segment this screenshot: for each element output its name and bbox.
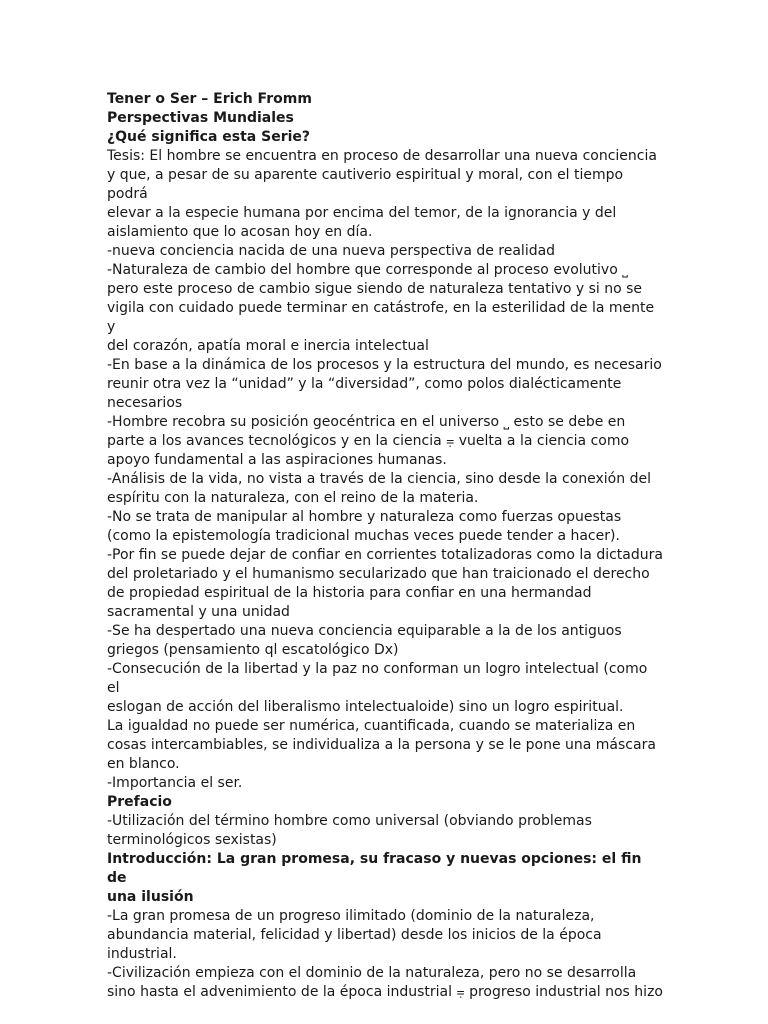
paragraph: -Naturaleza de cambio del hombre que corresponde al proceso evolutivo ⎵ pero este proceso de cambio sigue siendo de naturaleza tentativo y si no se vigila con cuidado puede terminar en catástrofe, en la esterilidad de la mente y del corazón, apatía moral e inercia intelectual [107,262,655,354]
document-page [107,90,663,1002]
paragraph: -Por fin se puede dejar de confiar en corrientes totalizadoras como la dictadura del proletariado y el humanismo secularizado que han traicionado el derecho de propiedad espiritual de la historia para confiar en una hermandad sacramental y una unidad [107,547,663,620]
paragraph: -Análisis de la vida, no vista a través de la ciencia, sino desde la conexión del espíritu con la naturaleza, con el reino de la materia. [107,471,651,506]
paragraph: -nueva conciencia nacida de una nueva perspectiva de realidad [107,243,556,259]
paragraph: -Se ha despertado una nueva conciencia equiparable a la de los antiguos griegos (pensamiento ql escatológico Dx) [107,623,622,658]
introduccion-heading: Introducción: La gran promesa, su fracaso y nuevas opciones: el fin de una ilusión [107,851,642,905]
document-title: Tener o Ser – Erich Fromm [107,91,312,107]
paragraph: -Consecución de la libertad y la paz no conforman un logro intelectual (como el eslogan de acción del liberalismo intelectualoide) sino un logro espiritual. [107,661,648,715]
paragraph: -Civilización empieza con el dominio de la naturaleza, pero no se desarrolla sino hasta el advenimiento de la época industrial ⩦ progreso industrial nos hizo [107,965,663,1000]
paragraph: -La gran promesa de un progreso ilimitado (dominio de la naturaleza, abundancia material, felicidad y libertad) desde los inicios de la época industrial. [107,908,602,962]
paragraph: -En base a la dinámica de los procesos y la estructura del mundo, es necesario reunir otra vez la “unidad” y la “diversidad”, como polos dialécticamente necesarios [107,357,662,411]
document-subtitle: Perspectivas Mundiales [107,110,294,126]
paragraph: -Utilización del término hombre como universal (obviando problemas terminológicos sexistas) [107,813,592,848]
paragraph: -Hombre recobra su posición geocéntrica en el universo ⎵ esto se debe en parte a los avances tecnológicos y en la ciencia ⩦ vuelta a la ciencia como apoyo fundamental a las aspiraciones humanas. [107,414,630,468]
paragraph: -No se trata de manipular al hombre y naturaleza como fuerzas opuestas (como la epistemología tradicional muchas veces puede tender a hacer). [107,509,622,544]
paragraph: Tesis: El hombre se encuentra en proceso de desarrollar una nueva conciencia y que, a pesar de su aparente cautiverio espiritual y moral, con el tiempo podrá elevar a la especie humana por encima del temor, de la ignorancia y del aislamiento que lo acosan hoy en día. [107,148,657,240]
series-question-heading: ¿Qué significa esta Serie? [107,129,311,145]
prefacio-heading: Prefacio [107,794,172,810]
paragraph: La igualdad no puede ser numérica, cuantificada, cuando se materializa en cosas intercambiables, se individualiza a la persona y se le pone una máscara en blanco. [107,718,656,772]
paragraph: -Importancia el ser. [107,775,243,791]
